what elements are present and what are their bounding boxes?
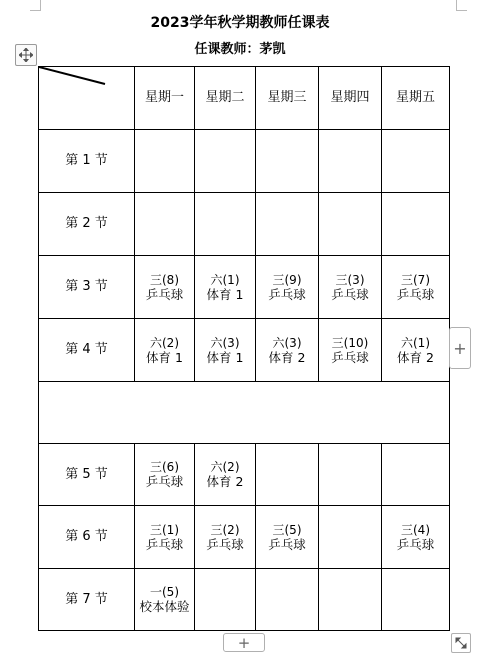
period-row <box>39 256 450 319</box>
period-row <box>39 319 450 382</box>
lesson-cell-fri[interactable] <box>382 256 450 319</box>
lesson-cell-mon[interactable] <box>135 506 195 569</box>
subject-label: 乒乓球 <box>396 536 435 552</box>
lesson-cell-thu[interactable] <box>319 319 382 382</box>
lesson-cell-wed[interactable] <box>256 319 319 382</box>
class-label: 三(6) <box>150 460 179 474</box>
period-row <box>39 569 450 631</box>
period-row <box>39 130 450 193</box>
class-label: 六(3) <box>210 335 240 350</box>
lesson-cell-tue[interactable] <box>195 506 256 569</box>
lesson-cell-wed[interactable] <box>256 130 319 193</box>
lesson-cell-wed[interactable] <box>256 256 319 319</box>
add-row-button[interactable] <box>223 633 265 652</box>
plus-icon: + <box>453 338 467 358</box>
page-corner-mark-left <box>30 0 41 11</box>
page-corner-mark-right <box>456 0 467 11</box>
day-header-mon[interactable]: 星期一 <box>135 67 195 130</box>
lesson-cell-tue[interactable] <box>195 193 256 256</box>
lesson-cell-thu[interactable] <box>319 506 382 569</box>
day-header-tue[interactable]: 星期二 <box>195 67 256 130</box>
class-label: 三(4) <box>401 522 430 537</box>
class-label: 六(2) <box>150 335 179 350</box>
subject-label: 体育 1 <box>206 349 244 365</box>
document-subtitle: 任课教师：茅凯 <box>194 42 286 57</box>
period-label[interactable]: 第 1 节 <box>39 130 135 193</box>
subject-label: 乒乓球 <box>268 286 306 302</box>
subject-label: 体育 1 <box>146 349 183 365</box>
table-resize-handle[interactable] <box>451 633 471 653</box>
lesson-cell-fri[interactable] <box>382 569 450 631</box>
lesson-cell-tue[interactable] <box>195 130 256 193</box>
lunch-break-row <box>39 382 450 444</box>
lesson-cell-fri[interactable] <box>382 319 450 382</box>
period-label[interactable]: 第 3 节 <box>39 256 135 319</box>
period-label[interactable]: 第 2 节 <box>39 193 135 256</box>
lesson-cell-thu[interactable] <box>319 256 382 319</box>
class-label: 三(1) <box>150 522 179 537</box>
subject-label: 乒乓球 <box>145 536 184 552</box>
subject-label: 乒乓球 <box>145 474 184 489</box>
lesson-cell-mon[interactable] <box>135 319 195 382</box>
lesson-cell-mon[interactable] <box>135 256 195 319</box>
lesson-cell-tue[interactable] <box>195 319 256 382</box>
diagonal-header-cell[interactable] <box>39 67 135 130</box>
subject-label: 体育 2 <box>206 474 244 489</box>
period-row <box>39 193 450 256</box>
lesson-cell-thu[interactable] <box>319 444 382 506</box>
class-label: 六(1) <box>210 272 240 287</box>
lesson-cell-fri[interactable] <box>382 193 450 256</box>
period-row <box>39 506 450 569</box>
class-label: 三(10) <box>331 335 369 350</box>
document-title: 2023学年秋学期教师任课表 <box>150 15 330 31</box>
lesson-cell-tue[interactable] <box>195 256 256 319</box>
subject-label: 乒乓球 <box>331 286 369 302</box>
period-label[interactable]: 第 4 节 <box>39 319 135 382</box>
day-header-fri[interactable]: 星期五 <box>382 67 450 130</box>
lesson-cell-thu[interactable] <box>319 569 382 631</box>
lesson-cell-fri[interactable] <box>382 444 450 506</box>
class-label: 六(3) <box>272 335 302 350</box>
subject-label: 体育 2 <box>397 349 434 365</box>
period-label[interactable]: 第 5 节 <box>39 444 135 506</box>
class-label: 六(2) <box>210 460 240 474</box>
class-label: 三(8) <box>150 272 179 287</box>
class-label: 三(7) <box>401 272 430 287</box>
day-header-wed[interactable]: 星期三 <box>256 67 319 130</box>
diagonal-line <box>39 67 135 130</box>
period-label[interactable]: 第 6 节 <box>39 506 135 569</box>
day-header-thu[interactable]: 星期四 <box>319 67 382 130</box>
lesson-cell-fri[interactable] <box>382 130 450 193</box>
table-move-handle[interactable] <box>15 44 37 66</box>
add-column-button[interactable] <box>449 327 471 369</box>
subject-label: 校本体验 <box>139 599 190 614</box>
lesson-cell-wed[interactable] <box>256 506 319 569</box>
class-label: 三(5) <box>272 522 302 537</box>
lesson-cell-thu[interactable] <box>319 130 382 193</box>
subject-label: 乒乓球 <box>396 286 435 302</box>
lunch-break-cell[interactable] <box>39 382 450 444</box>
lesson-cell-mon[interactable] <box>135 444 195 506</box>
lesson-cell-mon[interactable] <box>135 569 195 631</box>
lesson-cell-mon[interactable] <box>135 130 195 193</box>
lesson-cell-tue[interactable] <box>195 569 256 631</box>
subject-label: 乒乓球 <box>331 349 369 365</box>
move-arrows-icon <box>19 48 33 62</box>
plus-icon: + <box>237 633 251 652</box>
lesson-cell-wed[interactable] <box>256 193 319 256</box>
lesson-cell-wed[interactable] <box>256 569 319 631</box>
subject-label: 乒乓球 <box>268 536 306 552</box>
subject-label: 体育 2 <box>268 349 306 365</box>
subject-label: 乒乓球 <box>206 536 244 552</box>
class-label: 三(9) <box>272 272 302 287</box>
class-label: 三(3) <box>335 272 365 287</box>
timetable <box>38 66 450 631</box>
lesson-cell-wed[interactable] <box>256 444 319 506</box>
class-label: 三(2) <box>210 522 240 537</box>
header-row <box>39 67 450 130</box>
lesson-cell-thu[interactable] <box>319 193 382 256</box>
class-label: 一(5) <box>150 585 179 599</box>
class-label: 六(1) <box>401 335 430 350</box>
period-row <box>39 444 450 506</box>
period-label[interactable]: 第 7 节 <box>39 569 135 631</box>
subject-label: 体育 1 <box>206 286 244 302</box>
lesson-cell-mon[interactable] <box>135 193 195 256</box>
lesson-cell-tue[interactable] <box>195 444 256 506</box>
resize-diagonal-icon <box>455 637 467 649</box>
lesson-cell-fri[interactable] <box>382 506 450 569</box>
subject-label: 乒乓球 <box>145 286 184 302</box>
